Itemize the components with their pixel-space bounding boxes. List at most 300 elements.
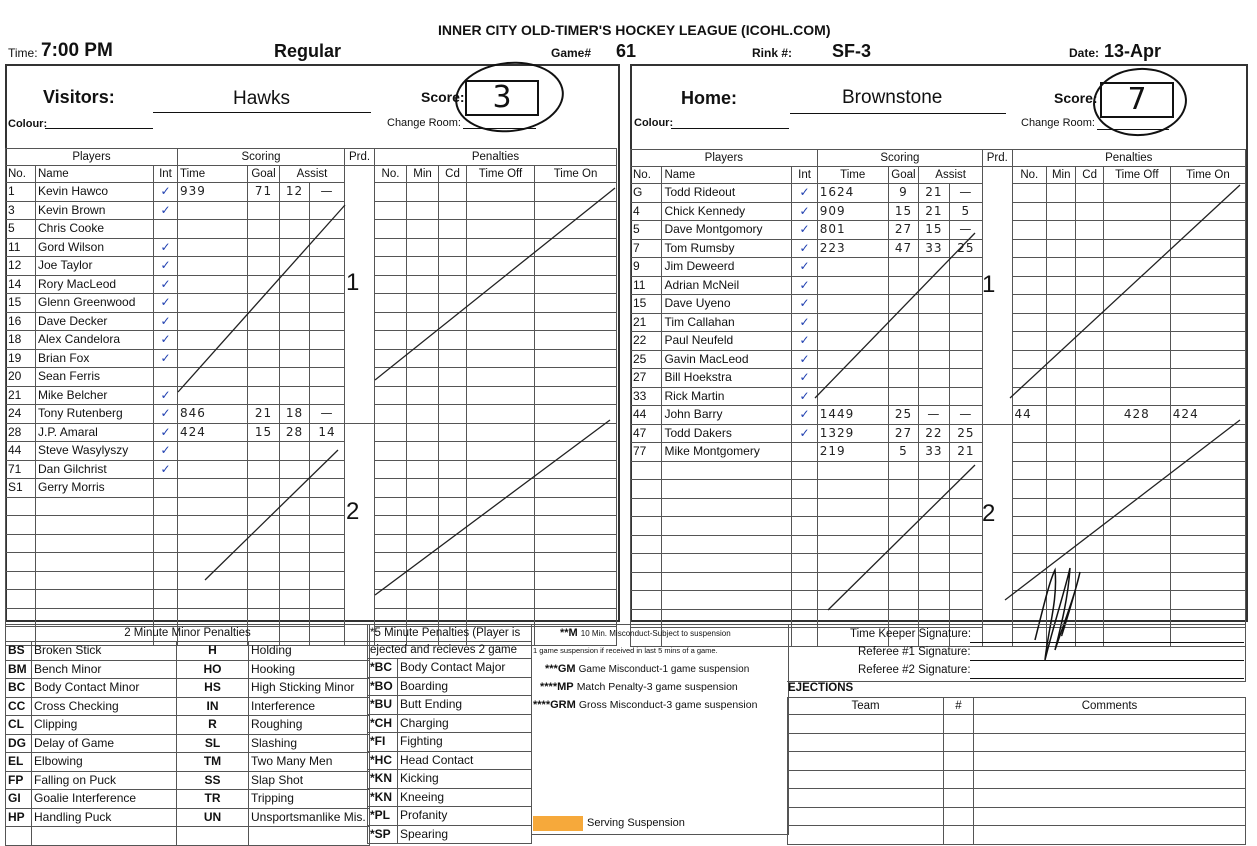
visitors-label: Visitors:	[43, 87, 115, 107]
home-col-goal: Goal	[888, 167, 918, 184]
player-name: Mike Montgomery	[662, 443, 792, 462]
assist-2: 5	[949, 202, 982, 221]
misconduct-grm	[533, 699, 757, 711]
minor-desc: Tripping	[249, 790, 370, 809]
goal-time: 1449	[817, 406, 888, 425]
home-penalties-header: Penalties	[1012, 150, 1245, 167]
major-code: *SP	[368, 825, 398, 844]
player-number: 47	[631, 424, 662, 443]
player-number: 21	[631, 313, 662, 332]
home-scoring-header: Scoring	[817, 150, 982, 167]
ejection-number	[944, 752, 974, 771]
grm-code: ****GRM	[533, 699, 576, 711]
table-row	[788, 770, 1246, 789]
player-name: Todd Rideout	[662, 184, 792, 203]
check-icon: ✓	[154, 349, 178, 368]
league-title: INNER CITY OLD-TIMER'S HOCKEY LEAGUE (ICOHL.COM)	[438, 22, 831, 38]
player-name: Jim Deweerd	[662, 258, 792, 277]
goal-time: 424	[178, 423, 248, 442]
check-icon: ✓	[792, 258, 817, 277]
minor-code: H	[177, 642, 249, 661]
major-code: *BO	[368, 677, 398, 696]
ejection-comment	[974, 770, 1246, 789]
table-row	[6, 790, 370, 809]
col-no: No.	[6, 166, 36, 183]
ejection-number	[944, 807, 974, 826]
check-icon: ✓	[154, 275, 178, 294]
player-name: Dave Montgomory	[662, 221, 792, 240]
player-name: Todd Dakers	[662, 424, 792, 443]
player-name: Adrian McNeil	[662, 276, 792, 295]
ejection-comment	[974, 789, 1246, 808]
player-name: Tom Rumsby	[662, 239, 792, 258]
goal-scorer: 5	[888, 443, 918, 462]
minor-desc: Slashing	[249, 734, 370, 753]
major-desc: Head Contact	[398, 751, 532, 770]
goal-scorer: 27	[888, 221, 918, 240]
assist-1: 15	[919, 221, 949, 240]
ejection-number	[944, 789, 974, 808]
ejection-team	[788, 733, 944, 752]
goal-scorer: 71	[248, 183, 280, 202]
minor-code: HO	[177, 660, 249, 679]
minor-code: TR	[177, 790, 249, 809]
player-number: 44	[631, 406, 662, 425]
mp-code: ****MP	[540, 681, 574, 693]
player-number: 19	[6, 349, 36, 368]
check-icon: ✓	[792, 369, 817, 388]
game-type: Regular	[274, 41, 342, 61]
player-number: 25	[631, 350, 662, 369]
home-prd-header: Prd.	[983, 150, 1012, 167]
minor-desc: Bench Minor	[32, 660, 177, 679]
check-icon: ✓	[154, 442, 178, 461]
minor-desc: Unsportsmanlike Mis.	[249, 808, 370, 827]
player-number: 14	[6, 275, 36, 294]
empty-cell	[177, 827, 249, 846]
player-name: Steve Wasylyszy	[36, 442, 154, 461]
player-number: 4	[631, 202, 662, 221]
player-number: 5	[631, 221, 662, 240]
table-row	[368, 677, 532, 696]
minor-code: HP	[6, 808, 32, 827]
goal-time: 1329	[817, 424, 888, 443]
minor-desc: Handling Puck	[32, 808, 177, 827]
minor-desc: High Sticking Minor	[249, 679, 370, 698]
goal-time: 909	[817, 202, 888, 221]
check-icon: ✓	[792, 424, 817, 443]
check-icon: ✓	[792, 276, 817, 295]
assist-1: 28	[280, 423, 310, 442]
table-row	[6, 697, 370, 716]
player-name: Dan Gilchrist	[36, 460, 154, 479]
home-col-cd: Cd	[1076, 167, 1103, 184]
minor-desc: Broken Stick	[32, 642, 177, 661]
major-code: *FI	[368, 733, 398, 752]
empty-cell	[249, 827, 370, 846]
minor-code: BS	[6, 642, 32, 661]
player-number: 33	[631, 387, 662, 406]
major-desc: Body Contact Major	[398, 659, 532, 678]
serving-swatch	[533, 816, 583, 831]
table-row	[788, 752, 1246, 771]
minor-code: CC	[6, 697, 32, 716]
minor-code: HS	[177, 679, 249, 698]
home-colour-label: Colour:	[634, 117, 674, 129]
col-cd: Cd	[439, 166, 467, 183]
player-number: 71	[6, 460, 36, 479]
player-number: 16	[6, 312, 36, 331]
ejection-number	[944, 826, 974, 845]
table-row	[368, 659, 532, 678]
ejection-number	[944, 733, 974, 752]
ejection-team	[788, 789, 944, 808]
home-col-pen-no: No.	[1012, 167, 1047, 184]
game-label: Game#	[551, 46, 592, 60]
goal-time: 846	[178, 405, 248, 424]
player-name: Rick Martin	[662, 387, 792, 406]
col-name: Name	[36, 166, 154, 183]
goal-scorer: 21	[248, 405, 280, 424]
col-assist: Assist	[280, 166, 345, 183]
check-icon: ✓	[792, 239, 817, 258]
major-code: *BU	[368, 696, 398, 715]
goal-time: 1624	[817, 184, 888, 203]
ejection-comment	[974, 752, 1246, 771]
penalty-time-off: 428	[1103, 406, 1170, 425]
minor-code: CL	[6, 716, 32, 735]
minor-desc: Body Contact Minor	[32, 679, 177, 698]
check-icon: ✓	[154, 312, 178, 331]
signature-box	[787, 624, 1246, 682]
ejections-table	[787, 697, 1246, 845]
table-row	[6, 716, 370, 735]
player-number: S1	[6, 479, 36, 498]
ejection-team	[788, 752, 944, 771]
check-icon: ✓	[154, 331, 178, 350]
ref2-label: Referee #2 Signature:	[858, 664, 971, 676]
table-row	[6, 642, 370, 661]
player-number: 77	[631, 443, 662, 462]
major-desc: Spearing	[398, 825, 532, 844]
minor-code: FP	[6, 771, 32, 790]
minor-penalties-table	[5, 624, 370, 846]
player-name: J.P. Amaral	[36, 423, 154, 442]
assist-2: 14	[310, 423, 345, 442]
timekeeper-label: Time Keeper Signature:	[850, 628, 972, 640]
table-row	[368, 807, 532, 826]
minor-code: UN	[177, 808, 249, 827]
minor-code: GI	[6, 790, 32, 809]
table-row	[368, 751, 532, 770]
player-number: 44	[6, 442, 36, 461]
player-name: Chick Kennedy	[662, 202, 792, 221]
player-number: 22	[631, 332, 662, 351]
minor-desc: Two Many Men	[249, 753, 370, 772]
player-name: Joe Taylor	[36, 257, 154, 276]
player-number: 24	[6, 405, 36, 424]
home-label: Home:	[681, 88, 738, 108]
player-number: 9	[631, 258, 662, 277]
assist-2: —	[949, 221, 982, 240]
player-number: 1	[6, 183, 36, 202]
penalty-time-on: 424	[1170, 406, 1245, 425]
ejection-comment	[974, 826, 1246, 845]
assist-2: —	[949, 406, 982, 425]
visitors-players-header: Players	[6, 149, 178, 166]
ejection-team	[788, 826, 944, 845]
col-time: Time	[178, 166, 248, 183]
visitors-penalties-header: Penalties	[375, 149, 617, 166]
minor-code: DG	[6, 734, 32, 753]
check-icon: ✓	[154, 201, 178, 220]
game-date: 13-Apr	[1104, 41, 1162, 61]
minor-title: 2 Minute Minor Penalties	[6, 625, 370, 642]
player-number: 7	[631, 239, 662, 258]
ejections-team-col: Team	[788, 698, 944, 715]
check-icon: ✓	[154, 405, 178, 424]
minor-desc: Roughing	[249, 716, 370, 735]
home-period-1: 1	[982, 271, 996, 298]
ejection-comment	[974, 807, 1246, 826]
major-penalties-table	[367, 624, 532, 844]
col-pen-no: No.	[375, 166, 407, 183]
ejection-team	[788, 807, 944, 826]
home-col-int: Int	[792, 167, 817, 184]
visitors-team: Hawks	[233, 88, 291, 109]
misconduct-m-note: 1 game suspension if received in last 5 mins of a game.	[533, 646, 718, 655]
ejections-comments-col: Comments	[974, 698, 1246, 715]
table-row	[6, 660, 370, 679]
major-code: *CH	[368, 714, 398, 733]
assist-2: —	[949, 184, 982, 203]
player-name: Paul Neufeld	[662, 332, 792, 351]
misconduct-box	[531, 624, 789, 835]
date-label: Date:	[1069, 46, 1100, 60]
player-name: Bill Hoekstra	[662, 369, 792, 388]
major-desc: Kneeing	[398, 788, 532, 807]
check-icon: ✓	[792, 295, 817, 314]
home-col-min: Min	[1047, 167, 1076, 184]
assist-2: 25	[949, 424, 982, 443]
assist-1: 33	[919, 239, 949, 258]
minor-code: BM	[6, 660, 32, 679]
table-row	[788, 733, 1246, 752]
visitors-period-2: 2	[346, 498, 360, 525]
major-title-2: ejected and recieves 2 game	[368, 642, 532, 659]
player-name: Mike Belcher	[36, 386, 154, 405]
assist-1: 12	[280, 183, 310, 202]
assist-2: —	[310, 183, 345, 202]
assist-2: 21	[949, 443, 982, 462]
minor-desc: Interference	[249, 697, 370, 716]
table-row	[788, 807, 1246, 826]
col-time-on: Time On	[535, 166, 617, 183]
table-row	[368, 696, 532, 715]
check-icon: ✓	[154, 423, 178, 442]
major-code: *KN	[368, 788, 398, 807]
major-desc: Profanity	[398, 807, 532, 826]
minor-desc: Elbowing	[32, 753, 177, 772]
ejections-num-col: #	[944, 698, 974, 715]
player-name: Gord Wilson	[36, 238, 154, 257]
visitors-prd-header: Prd.	[345, 149, 375, 166]
minor-code: R	[177, 716, 249, 735]
minor-code: SL	[177, 734, 249, 753]
assist-1: 18	[280, 405, 310, 424]
minor-desc: Slap Shot	[249, 771, 370, 790]
goal-scorer: 15	[248, 423, 280, 442]
minor-desc: Holding	[249, 642, 370, 661]
player-name: Alex Candelora	[36, 331, 154, 350]
empty-cell	[32, 827, 177, 846]
ref1-label: Referee #1 Signature:	[858, 646, 971, 658]
goal-scorer: 27	[888, 424, 918, 443]
player-number: 11	[6, 238, 36, 257]
player-name: Tony Rutenberg	[36, 405, 154, 424]
player-name: Glenn Greenwood	[36, 294, 154, 313]
goal-time: 219	[817, 443, 888, 462]
check-icon: ✓	[792, 221, 817, 240]
player-number: 28	[6, 423, 36, 442]
player-number: 11	[631, 276, 662, 295]
col-min: Min	[407, 166, 439, 183]
major-desc: Fighting	[398, 733, 532, 752]
table-row	[368, 733, 532, 752]
assist-1: 33	[919, 443, 949, 462]
minor-code: SS	[177, 771, 249, 790]
minor-code: EL	[6, 753, 32, 772]
misconduct-m	[560, 627, 731, 639]
mp-text: Match Penalty-3 game suspension	[576, 681, 738, 693]
goal-scorer: 9	[888, 184, 918, 203]
table-row	[788, 715, 1246, 734]
home-players-header: Players	[631, 150, 818, 167]
misconduct-gm	[545, 663, 749, 675]
penalty-number: 44	[1012, 406, 1047, 425]
m-text: 10 Min. Misconduct-Subject to suspension	[580, 629, 731, 638]
check-icon: ✓	[792, 202, 817, 221]
player-name: Sean Ferris	[36, 368, 154, 387]
check-icon: ✓	[792, 184, 817, 203]
major-code: *PL	[368, 807, 398, 826]
col-time-off: Time Off	[467, 166, 535, 183]
table-row	[788, 826, 1246, 845]
visitors-colour-label: Colour:	[8, 118, 48, 130]
empty-cell	[6, 827, 32, 846]
player-number: 12	[6, 257, 36, 276]
player-number: 5	[6, 220, 36, 239]
visitors-period-1: 1	[346, 269, 360, 296]
goal-scorer: 15	[888, 202, 918, 221]
major-code: *KN	[368, 770, 398, 789]
rink-label: Rink #:	[752, 46, 793, 60]
assist-2: 25	[949, 239, 982, 258]
ejections-title: EJECTIONS	[788, 682, 854, 694]
table-row	[368, 825, 532, 844]
player-name: Chris Cooke	[36, 220, 154, 239]
major-desc: Butt Ending	[398, 696, 532, 715]
visitors-score: 3	[465, 80, 539, 116]
minor-desc: Cross Checking	[32, 697, 177, 716]
check-icon: ✓	[792, 387, 817, 406]
home-col-no: No.	[631, 167, 662, 184]
ejection-comment	[974, 715, 1246, 734]
player-name: Kevin Brown	[36, 201, 154, 220]
ejection-team	[788, 770, 944, 789]
gm-text: Game Misconduct-1 game suspension	[578, 664, 750, 675]
minor-code: BC	[6, 679, 32, 698]
minor-desc: Delay of Game	[32, 734, 177, 753]
table-row	[788, 789, 1246, 808]
home-col-name: Name	[662, 167, 792, 184]
visitors-scoring-header: Scoring	[178, 149, 345, 166]
player-number: 3	[6, 201, 36, 220]
ejection-number	[944, 715, 974, 734]
major-title-1: *5 Minute Penalties (Player is	[368, 625, 532, 642]
assist-1: 22	[919, 424, 949, 443]
game-time: 7:00 PM	[41, 40, 113, 61]
goal-time: 939	[178, 183, 248, 202]
player-number: 18	[6, 331, 36, 350]
m-code: **M	[560, 627, 578, 639]
check-icon: ✓	[154, 294, 178, 313]
check-icon: ✓	[154, 460, 178, 479]
home-room-label: Change Room:	[1021, 117, 1095, 129]
minor-desc: Clipping	[32, 716, 177, 735]
player-name: Gerry Morris	[36, 479, 154, 498]
minor-desc: Hooking	[249, 660, 370, 679]
game-number: 61	[616, 41, 637, 61]
check-icon: ✓	[792, 406, 817, 425]
ejection-comment	[974, 733, 1246, 752]
col-int: Int	[154, 166, 178, 183]
ejection-team	[788, 715, 944, 734]
player-name: Dave Uyeno	[662, 295, 792, 314]
minor-code: IN	[177, 697, 249, 716]
major-code: *HC	[368, 751, 398, 770]
check-icon: ✓	[154, 183, 178, 202]
player-name: Rory MacLeod	[36, 275, 154, 294]
rink-number: SF-3	[832, 41, 872, 61]
check-icon: ✓	[792, 350, 817, 369]
misconduct-mp	[540, 681, 738, 693]
home-team: Brownstone	[842, 87, 943, 108]
assist-1: —	[919, 406, 949, 425]
table-row	[6, 679, 370, 698]
player-name: Gavin MacLeod	[662, 350, 792, 369]
table-row	[6, 808, 370, 827]
col-goal: Goal	[248, 166, 280, 183]
goal-time: 801	[817, 221, 888, 240]
check-icon: ✓	[154, 238, 178, 257]
table-row	[368, 788, 532, 807]
table-row	[6, 771, 370, 790]
goal-time: 223	[817, 239, 888, 258]
goal-scorer: 47	[888, 239, 918, 258]
major-desc: Charging	[398, 714, 532, 733]
major-code: *BC	[368, 659, 398, 678]
player-number: 15	[631, 295, 662, 314]
assist-1: 21	[919, 202, 949, 221]
minor-desc: Goalie Interference	[32, 790, 177, 809]
visitors-score-label: Score:	[421, 89, 465, 105]
home-score: 7	[1100, 82, 1174, 118]
player-number: 21	[6, 386, 36, 405]
player-number: 20	[6, 368, 36, 387]
player-name: Tim Callahan	[662, 313, 792, 332]
time-label: Time:	[8, 46, 38, 60]
